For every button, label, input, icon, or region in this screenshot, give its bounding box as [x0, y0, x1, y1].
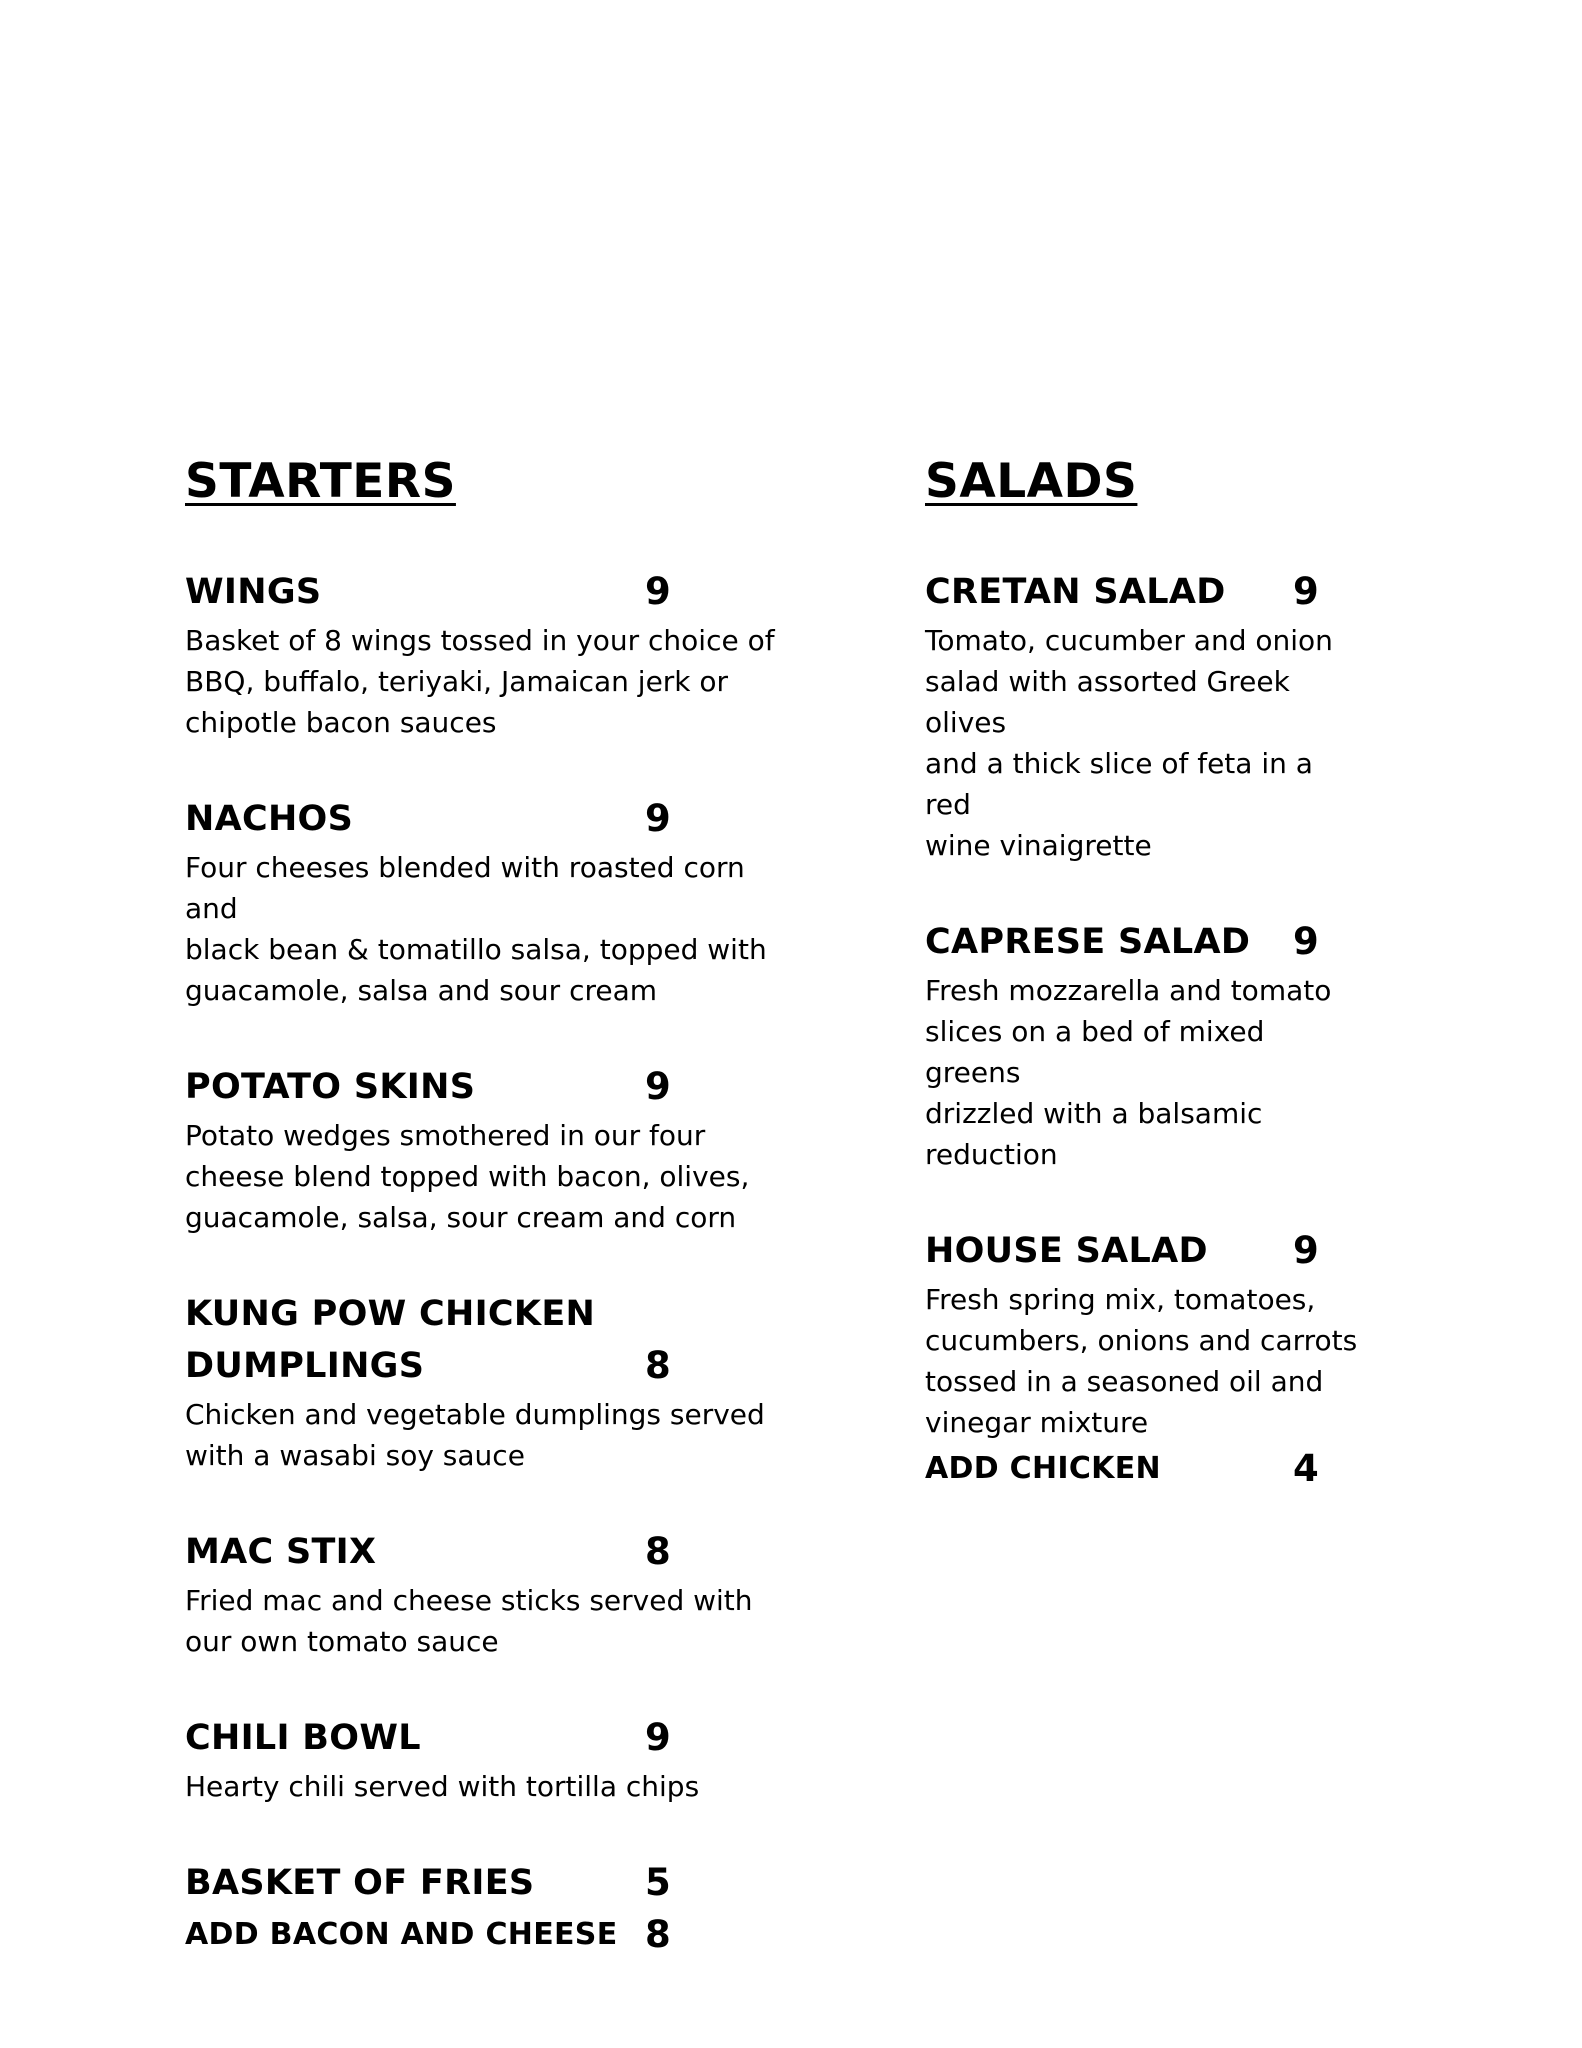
item-name: POTATO SKINS	[185, 1066, 476, 1107]
item-description	[185, 847, 785, 1011]
addon-row	[925, 1443, 1465, 1495]
description-line: Four cheeses blended with roasted corn and	[185, 850, 745, 925]
description-line: black bean & tomatillo salsa, topped with	[185, 932, 767, 966]
item-price: 5	[645, 1860, 672, 1904]
item-header	[185, 1288, 805, 1340]
item-description	[925, 1279, 1365, 1443]
addon-price: 4	[1293, 1446, 1320, 1490]
addon-name: ADD CHICKEN	[925, 1450, 1161, 1486]
description-line: Fresh spring mix, tomatoes,	[925, 1282, 1316, 1316]
item-price: 9	[1293, 919, 1320, 963]
description-line: tossed in a seasoned oil and	[925, 1364, 1324, 1398]
item-description	[925, 620, 1365, 866]
item-name: WINGS	[185, 571, 322, 612]
description-line: guacamole, salsa, sour cream and corn	[185, 1200, 737, 1234]
menu-item-house-salad	[925, 1225, 1465, 1495]
description-line: vinegar mixture	[925, 1405, 1149, 1439]
description-line: slices on a bed of mixed greens	[925, 1014, 1265, 1089]
addon-price: 8	[645, 1912, 672, 1956]
item-name: KUNG POW CHICKEN	[185, 1293, 596, 1334]
menu-item-basket-of-fries	[185, 1857, 805, 1961]
salads-section	[925, 456, 1465, 1545]
description-line: cheese blend topped with bacon, olives,	[185, 1159, 750, 1193]
description-line: drizzled with a balsamic	[925, 1096, 1263, 1130]
item-name: HOUSE SALAD	[925, 1230, 1208, 1271]
item-header	[185, 1712, 805, 1764]
item-description	[185, 1394, 785, 1476]
description-line: Fresh mozzarella and tomato	[925, 973, 1332, 1007]
description-line: with a wasabi soy sauce	[185, 1438, 525, 1472]
item-name: CAPRESE SALAD	[925, 921, 1251, 962]
description-line: BBQ, buffalo, teriyaki, Jamaican jerk or	[185, 664, 729, 698]
item-price: 9	[1293, 569, 1320, 613]
item-header	[925, 916, 1465, 968]
menu-item-caprese-salad	[925, 916, 1465, 1175]
description-line: Fried mac and cheese sticks served with	[185, 1583, 753, 1617]
description-line: Potato wedges smothered in our four	[185, 1118, 706, 1152]
item-price: 9	[645, 1064, 672, 1108]
item-header	[925, 1225, 1465, 1277]
item-name: BASKET OF FRIES	[185, 1862, 535, 1903]
menu-item-potato-skins	[185, 1061, 805, 1238]
item-price: 9	[645, 1715, 672, 1759]
menu-item-nachos	[185, 793, 805, 1011]
item-header	[185, 1857, 805, 1909]
item-header	[185, 566, 805, 618]
description-line: our own tomato sauce	[185, 1624, 499, 1658]
item-price: 9	[645, 796, 672, 840]
description-line: Basket of 8 wings tossed in your choice of	[185, 623, 775, 657]
item-price: 9	[1293, 1228, 1320, 1272]
item-price: 8	[645, 1343, 672, 1387]
item-name: DUMPLINGS	[185, 1345, 425, 1386]
description-line: guacamole, salsa and sour cream	[185, 973, 658, 1007]
menu-item-cretan-salad	[925, 566, 1465, 866]
item-name: MAC STIX	[185, 1531, 377, 1572]
item-description	[185, 620, 785, 743]
menu-item-mac-stix	[185, 1526, 805, 1662]
description-line: wine vinaigrette	[925, 828, 1152, 862]
salads-heading: SALADS	[925, 454, 1138, 509]
item-header	[185, 1340, 805, 1392]
addon-name: ADD BACON AND CHEESE	[185, 1916, 618, 1952]
item-name: CHILI BOWL	[185, 1717, 421, 1758]
menu-item-kung-pow-chicken-dumplings	[185, 1288, 805, 1476]
item-header	[185, 793, 805, 845]
description-line: Chicken and vegetable dumplings served	[185, 1397, 765, 1431]
item-header	[925, 566, 1465, 618]
starters-heading: STARTERS	[185, 454, 456, 509]
item-header	[185, 1061, 805, 1113]
menu-item-chili-bowl	[185, 1712, 805, 1807]
item-description	[185, 1580, 785, 1662]
item-name: CRETAN SALAD	[925, 571, 1226, 612]
description-line: Hearty chili served with tortilla chips	[185, 1769, 700, 1803]
item-price: 8	[645, 1529, 672, 1573]
description-line: salad with assorted Greek olives	[925, 664, 1290, 739]
description-line: chipotle bacon sauces	[185, 705, 497, 739]
item-description	[185, 1766, 785, 1807]
item-description	[925, 970, 1365, 1175]
addon-row	[185, 1909, 805, 1961]
description-line: and a thick slice of feta in a red	[925, 746, 1313, 821]
description-line: cucumbers, onions and carrots	[925, 1323, 1358, 1357]
item-description	[185, 1115, 785, 1238]
menu-item-wings	[185, 566, 805, 743]
description-line: reduction	[925, 1137, 1058, 1171]
description-line: Tomato, cucumber and onion	[925, 623, 1333, 657]
item-header	[185, 1526, 805, 1578]
item-price: 9	[645, 569, 672, 613]
item-name: NACHOS	[185, 798, 354, 839]
starters-section	[185, 456, 805, 2011]
